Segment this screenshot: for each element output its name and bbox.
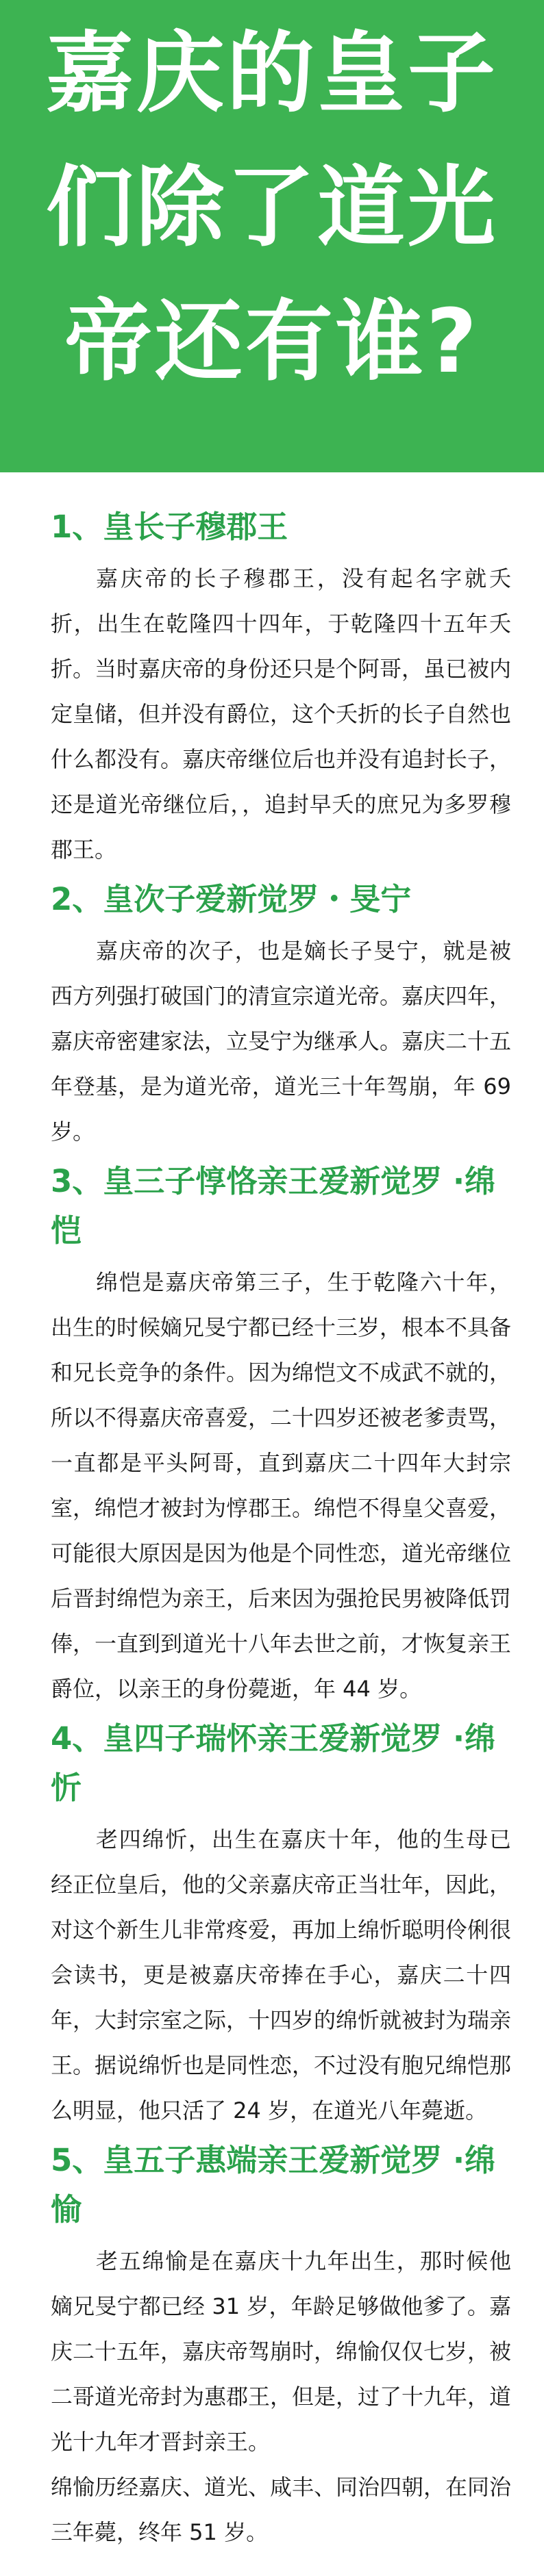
section-paragraph: 绵愉历经嘉庆、道光、咸丰、同治四朝，在同治三年薨，终年 51 岁。 (51, 2474, 512, 2545)
section-paragraph: 嘉庆帝的次子，也是嫡长子旻宁，就是被西方列强打破国门的清宣宗道光帝。嘉庆四年，嘉庆帝密建家法，立旻宁为继承人。嘉庆二十五年登基，是为道光帝，道光三十年驾崩，年 69 岁。 (51, 938, 512, 1145)
section-heading: 1、皇长子穆郡王 (51, 509, 288, 545)
section-3 (36, 1157, 511, 1711)
section-paragraph: 老五绵愉是在嘉庆十九年出生，那时候他嫡兄旻宁都已经 31 岁，年龄足够做他爹了。嘉庆二十五年，嘉庆帝驾崩时，绵愉仅仅七岁，被二哥道光帝封为惠郡王，但是，过了十九年，道光十九年才晋封亲王。 (51, 2248, 512, 2455)
section-2 (36, 875, 511, 1154)
section-heading: 5、皇五子惠端亲王爱新觉罗 ·绵愉 (51, 2142, 496, 2228)
section-heading: 3、皇三子惇恪亲王爱新觉罗 ·绵恺 (51, 1163, 496, 1249)
section-heading: 4、皇四子瑞怀亲王爱新觉罗 ·绵忻 (51, 1720, 496, 1806)
section-1 (36, 502, 511, 872)
title-banner (0, 0, 544, 472)
section-paragraph: 绵恺是嘉庆帝第三子，生于乾隆六十年，出生的时候嫡兄旻宁都已经十三岁，根本不具备和兄长竞争的条件。因为绵恺文不成武不就的，所以不得嘉庆帝喜爱，二十四岁还被老爹责骂，一直都是平头阿哥，直到嘉庆二十四年大封宗室，绵恺才被封为惇郡王。绵恺不得皇父喜爱，可能很大原因是因为他是个同性恋，道光帝继位后晋封绵恺为亲王，后来因为强抢民男被降低罚俸，一直到到道光十八年去世之前，才恢复亲王爵位，以亲王的身份薨逝，年 44 岁。 (51, 1269, 512, 1702)
section-4 (36, 1714, 511, 2133)
banner-title-line-1: 嘉庆的皇子 (45, 23, 498, 125)
section-paragraph: 老四绵忻，出生在嘉庆十年，他的生母已经正位皇后，他的父亲嘉庆帝正当壮年，因此，对这个新生儿非常疼爱，再加上绵忻聪明伶俐很会读书，更是被嘉庆帝捧在手心，嘉庆二十四年，大封宗室之际，十四岁的绵忻就被封为瑞亲王。据说绵忻也是同性恋，不过没有胞兄绵恺那么明显，他只活了 24 岁，在道光八年薨逝。 (51, 1826, 512, 2124)
section-heading: 2、皇次子爱新觉罗・旻宁 (51, 881, 412, 917)
banner-title-line-3: 帝还有谁? (64, 291, 480, 393)
article-body (0, 472, 544, 2555)
banner-title-line-2: 们除了道光 (45, 157, 498, 259)
section-5 (36, 2136, 511, 2555)
section-paragraph: 嘉庆帝的长子穆郡王，没有起名字就夭折，出生在乾隆四十四年，于乾隆四十五年夭折。当时嘉庆帝的身份还只是个阿哥，虽已被内定皇储，但并没有爵位，这个夭折的长子自然也什么都没有。嘉庆帝继位后也并没有追封长子，还是道光帝继位后，，追封早夭的庶兄为多罗穆郡王。 (51, 565, 512, 863)
